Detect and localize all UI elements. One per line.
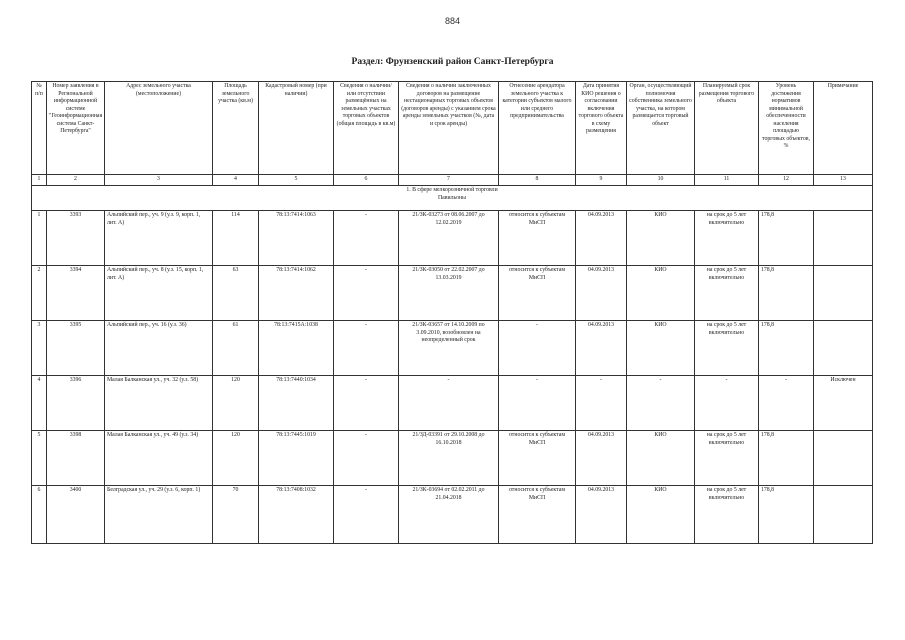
column-header: Дата принятия КИО решения о согласовании включения торгового объекта в схему размещения [576,82,627,175]
column-header: Сведения о наличии заключенных договоров на размещение нестационарных торговых объектов (договоров аренды) с указанием срока аренды земельных участков (№, дата и срок аренды) [399,82,499,175]
row-number: 5 [32,431,47,486]
approval-date-cell: 04.09.2013 [576,211,627,266]
column-header: № п/п [32,82,47,175]
table-row [32,431,873,486]
level-cell: 178,8 [759,266,814,321]
column-number: 9 [576,175,627,186]
column-header: Площадь земельного участка (кв.м) [213,82,259,175]
cadastral-cell: 78:13:7445:1019 [259,431,334,486]
sme-cell: - [499,321,576,376]
approval-date-cell: 04.09.2013 [576,321,627,376]
term-cell: на срок до 5 лет включительно [695,486,759,544]
column-number: 6 [334,175,399,186]
column-number: 3 [105,175,213,186]
note-cell [814,431,873,486]
register-table [31,81,873,544]
level-cell: 178,8 [759,486,814,544]
term-cell: на срок до 5 лет включительно [695,266,759,321]
note-cell [814,486,873,544]
term-cell: на срок до 5 лет включительно [695,431,759,486]
application-number: 3400 [47,486,105,544]
column-header: Планируемый срок размещения торгового объекта [695,82,759,175]
cadastral-cell: 78:13:7408:1032 [259,486,334,544]
application-number: 3396 [47,376,105,431]
owner-cell: КИО [627,321,695,376]
sme-cell: относится к субъектам МиСП [499,266,576,321]
table-row [32,211,873,266]
application-number: 3394 [47,266,105,321]
sme-cell: относится к субъектам МиСП [499,486,576,544]
sme-cell: - [499,376,576,431]
approval-date-cell: - [576,376,627,431]
existing-objects-cell: - [334,211,399,266]
row-number: 3 [32,321,47,376]
column-header: Отнесение арендатора земельного участка к категории субъектов малого или среднего предпринимательства [499,82,576,175]
area-cell: 114 [213,211,259,266]
term-cell: на срок до 5 лет включительно [695,321,759,376]
existing-objects-cell: - [334,321,399,376]
table-row [32,376,873,431]
group-heading-row [32,186,873,211]
column-header: Орган, осуществляющий полномочия собственника земельного участка, на котором размещается торговый объект [627,82,695,175]
group-title: 1. В сфере мелкорозничной торговли [406,187,498,193]
section-title: Раздел: Фрунзенский район Санкт-Петербурга [351,57,554,67]
address-cell: Малая Балканская ул., уч. 32 (у.з. 58) [105,376,213,431]
area-cell: 61 [213,321,259,376]
note-cell [814,266,873,321]
application-number: 3398 [47,431,105,486]
column-number: 7 [399,175,499,186]
area-cell: 70 [213,486,259,544]
row-number: 2 [32,266,47,321]
column-header: Примечание [814,82,873,175]
approval-date-cell: 04.09.2013 [576,266,627,321]
address-cell: Альпийский пер., уч. 16 (у.з. 36) [105,321,213,376]
group-subtitle: Павильоны [437,194,467,201]
owner-cell: КИО [627,431,695,486]
header-row [32,82,873,175]
column-header: Уровень достижения нормативов минимальной обеспеченности населения площадью торговых объектов, % [759,82,814,175]
table-row [32,486,873,544]
column-number: 2 [47,175,105,186]
contract-cell: 21/ЗК-03273 от 08.06.2007 до 12.02.2019 [399,211,499,266]
existing-objects-cell: - [334,486,399,544]
address-cell: Белградская ул., уч. 29 (у.з. 6, корп. 1) [105,486,213,544]
row-number: 4 [32,376,47,431]
level-cell: 178,8 [759,321,814,376]
cadastral-cell: 78:13:7415А:1038 [259,321,334,376]
note-cell [814,321,873,376]
column-header: Кадастровый номер (при наличии) [259,82,334,175]
column-number: 4 [213,175,259,186]
column-number-row [32,175,873,186]
column-number: 13 [814,175,873,186]
column-number: 1 [32,175,47,186]
contract-cell: 21/ЗК-03657 от 14.10.2009 по 3.09.2010, возобновлен на неопределенный срок [399,321,499,376]
column-header: Номер заявления в Региональной информационной системе "Геоинформационная система Санкт-Петербурга" [47,82,105,175]
level-cell: - [759,376,814,431]
area-cell: 120 [213,376,259,431]
column-header: Адрес земельного участка (местоположение) [105,82,213,175]
column-number: 12 [759,175,814,186]
existing-objects-cell: - [334,431,399,486]
column-number: 5 [259,175,334,186]
level-cell: 178,8 [759,431,814,486]
contract-cell: - [399,376,499,431]
owner-cell: - [627,376,695,431]
cadastral-cell: 78:13:7414:1063 [259,211,334,266]
note-cell: Исключен [814,376,873,431]
column-header: Сведения о наличии/или отсутствии размещённых на земельных участках торговых объектов (общая площадь в кв.м) [334,82,399,175]
contract-cell: 21/ЗК-03050 от 22.02.2007 до 13.03.2019 [399,266,499,321]
column-number: 10 [627,175,695,186]
row-number: 6 [32,486,47,544]
area-cell: 63 [213,266,259,321]
level-cell: 178,8 [759,211,814,266]
address-cell: Альпийский пер., уч. 9 (у.з. 9, корп. 1, лит. А) [105,211,213,266]
cadastral-cell: 78:13:7414:1062 [259,266,334,321]
note-cell [814,211,873,266]
contract-cell: 21/ЗК-03694 от 02.02.2011 до 21.04.2018 [399,486,499,544]
table-row [32,266,873,321]
existing-objects-cell: - [334,376,399,431]
cadastral-cell: 78:13:7440:1034 [259,376,334,431]
owner-cell: КИО [627,211,695,266]
sme-cell: относится к субъектам МиСП [499,431,576,486]
term-cell: на срок до 5 лет включительно [695,211,759,266]
application-number: 3393 [47,211,105,266]
sme-cell: относится к субъектам МиСП [499,211,576,266]
owner-cell: КИО [627,486,695,544]
term-cell: - [695,376,759,431]
page-number: 884 [444,16,461,26]
existing-objects-cell: - [334,266,399,321]
column-number: 11 [695,175,759,186]
contract-cell: 21/ЗД-03391 от 29.10.2008 до 16.10.2018 [399,431,499,486]
approval-date-cell: 04.09.2013 [576,431,627,486]
address-cell: Малая Балканская ул., уч. 49 (у.з. 34) [105,431,213,486]
address-cell: Альпийский пер., уч. 8 (у.з. 15, корп. 1, лит. А) [105,266,213,321]
application-number: 3395 [47,321,105,376]
group-heading [32,186,873,211]
owner-cell: КИО [627,266,695,321]
area-cell: 120 [213,431,259,486]
row-number: 1 [32,211,47,266]
column-number: 8 [499,175,576,186]
table-row [32,321,873,376]
approval-date-cell: 04.09.2013 [576,486,627,544]
